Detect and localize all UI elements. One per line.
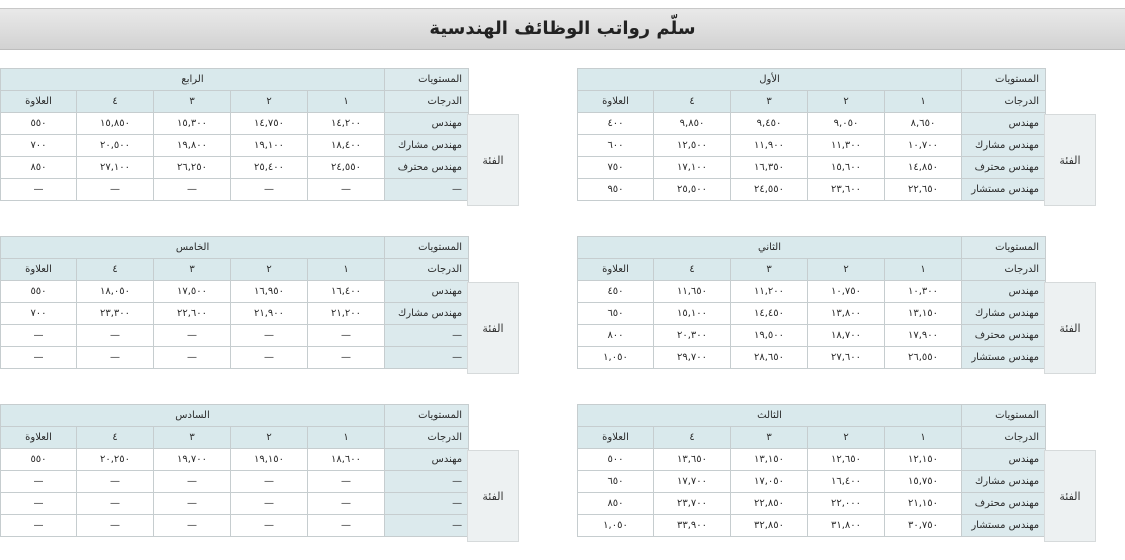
grade-header: ٢ — [231, 259, 308, 281]
category-name: — — [385, 325, 469, 347]
grades-label: الدرجات — [385, 259, 469, 281]
allowance-value: ٤٠٠ — [578, 113, 654, 135]
salary-value: ٢٣,٣٠٠ — [77, 303, 154, 325]
salary-value: ١٨,٤٠٠ — [308, 135, 385, 157]
allowance-value: — — [1, 471, 77, 493]
salary-value: ٢٣,٧٠٠ — [654, 493, 731, 515]
grade-header: ٣ — [154, 91, 231, 113]
category-name: — — [385, 347, 469, 369]
level-name: الثالث — [578, 405, 962, 427]
salary-value: ١٧,٠٥٠ — [731, 471, 808, 493]
allowance-value: ٦٥٠ — [578, 303, 654, 325]
salary-value: ١٠,٧٠٠ — [885, 135, 962, 157]
level-name: الخامس — [1, 237, 385, 259]
salary-value: — — [77, 493, 154, 515]
category-name: مهندس — [385, 449, 469, 471]
table-row — [1, 157, 469, 179]
table-row — [1, 347, 469, 369]
levels-label: المستويات — [385, 69, 469, 91]
table-row — [1, 135, 469, 157]
table-row — [1, 449, 469, 471]
grade-header: ٢ — [808, 259, 885, 281]
grade-header: ٤ — [77, 427, 154, 449]
allowance-value: ٨٥٠ — [1, 157, 77, 179]
category-name: مهندس — [962, 113, 1046, 135]
salary-value: ١٣,١٥٠ — [731, 449, 808, 471]
salary-value: — — [154, 493, 231, 515]
salary-value: ٢١,٢٠٠ — [308, 303, 385, 325]
salary-value: ١٦,٤٠٠ — [308, 281, 385, 303]
salary-value: ٢٨,٦٥٠ — [731, 347, 808, 369]
table-row — [578, 449, 1046, 471]
salary-table — [577, 68, 1046, 201]
salary-value: ٩,٠٥٠ — [808, 113, 885, 135]
allowance-value: ٤٥٠ — [578, 281, 654, 303]
salary-value: ٢٥,٤٠٠ — [231, 157, 308, 179]
allowance-value: ٦٥٠ — [578, 471, 654, 493]
salary-value: — — [231, 493, 308, 515]
salary-value: — — [308, 347, 385, 369]
allowance-header: العلاوة — [1, 427, 77, 449]
grade-header: ٤ — [77, 259, 154, 281]
grades-label: الدرجات — [962, 427, 1046, 449]
grade-header: ١ — [885, 427, 962, 449]
table-row — [1, 493, 469, 515]
table-row — [578, 281, 1046, 303]
table-row — [578, 113, 1046, 135]
table-row — [578, 135, 1046, 157]
category-side-label: الفئة — [467, 114, 519, 206]
grade-header: ٢ — [808, 427, 885, 449]
salary-value: ١٩,٧٠٠ — [154, 449, 231, 471]
table-row — [578, 347, 1046, 369]
allowance-value: — — [1, 179, 77, 201]
salary-value: — — [154, 515, 231, 537]
grade-header: ٤ — [77, 91, 154, 113]
salary-value: ١٥,٨٥٠ — [77, 113, 154, 135]
allowance-value: ٧٠٠ — [1, 135, 77, 157]
salary-value: ٢٧,٦٠٠ — [808, 347, 885, 369]
salary-value: — — [77, 325, 154, 347]
grades-label: الدرجات — [385, 91, 469, 113]
salary-value: ١٥,٧٥٠ — [885, 471, 962, 493]
salary-table — [0, 236, 469, 369]
allowance-value: — — [1, 493, 77, 515]
category-name: — — [385, 471, 469, 493]
allowance-header: العلاوة — [578, 91, 654, 113]
salary-value: — — [231, 325, 308, 347]
salary-value: ١٩,٨٠٠ — [154, 135, 231, 157]
salary-value: — — [308, 515, 385, 537]
salary-value: ١٨,٧٠٠ — [808, 325, 885, 347]
allowance-header: العلاوة — [578, 427, 654, 449]
table-row — [1, 515, 469, 537]
salary-value: ٣٣,٩٠٠ — [654, 515, 731, 537]
allowance-value: — — [1, 325, 77, 347]
allowance-value: ٧٠٠ — [1, 303, 77, 325]
level-name: الرابع — [1, 69, 385, 91]
salary-value: — — [154, 347, 231, 369]
allowance-value: ٥٠٠ — [578, 449, 654, 471]
salary-value: — — [231, 515, 308, 537]
allowance-value: ٥٥٠ — [1, 449, 77, 471]
levels-label: المستويات — [385, 405, 469, 427]
salary-value: ١٩,١٥٠ — [231, 449, 308, 471]
page-title: سلّم رواتب الوظائف الهندسية — [429, 18, 696, 39]
salary-value: ١٥,٣٠٠ — [154, 113, 231, 135]
salary-value: ٢٠,٥٠٠ — [77, 135, 154, 157]
salary-value: ١١,٦٥٠ — [654, 281, 731, 303]
allowance-header: العلاوة — [578, 259, 654, 281]
salary-value: — — [308, 179, 385, 201]
salary-table — [577, 236, 1046, 369]
salary-value: ٢٣,٦٠٠ — [808, 179, 885, 201]
salary-value: — — [154, 179, 231, 201]
salary-value: ١٢,١٥٠ — [885, 449, 962, 471]
table-row — [1, 113, 469, 135]
salary-value: ١٧,٧٠٠ — [654, 471, 731, 493]
salary-value: ٢١,١٥٠ — [885, 493, 962, 515]
salary-value: — — [154, 325, 231, 347]
salary-value: ١٨,٠٥٠ — [77, 281, 154, 303]
salary-value: ١٣,٦٥٠ — [654, 449, 731, 471]
category-name: مهندس محترف — [962, 493, 1046, 515]
salary-value: ٢٧,١٠٠ — [77, 157, 154, 179]
table-row — [578, 303, 1046, 325]
salary-value: ١٥,١٠٠ — [654, 303, 731, 325]
table-row — [1, 281, 469, 303]
salary-table — [577, 404, 1046, 537]
allowance-value: — — [1, 347, 77, 369]
salary-value: ١٥,٦٠٠ — [808, 157, 885, 179]
salary-value: ٨,٦٥٠ — [885, 113, 962, 135]
salary-value: ١٤,٧٥٠ — [231, 113, 308, 135]
grade-header: ٣ — [731, 259, 808, 281]
salary-value: ١١,٣٠٠ — [808, 135, 885, 157]
salary-value: ٢٦,٥٥٠ — [885, 347, 962, 369]
grade-header: ٣ — [154, 259, 231, 281]
level-name: الأول — [578, 69, 962, 91]
category-name: — — [385, 515, 469, 537]
grade-header: ١ — [885, 259, 962, 281]
grade-header: ٢ — [231, 91, 308, 113]
grades-label: الدرجات — [962, 91, 1046, 113]
salary-value: ٣٢,٨٥٠ — [731, 515, 808, 537]
salary-value: — — [308, 493, 385, 515]
allowance-value: ٥٥٠ — [1, 113, 77, 135]
category-name: مهندس — [385, 281, 469, 303]
salary-value: ١٤,٤٥٠ — [731, 303, 808, 325]
grade-header: ٤ — [654, 91, 731, 113]
allowance-header: العلاوة — [1, 91, 77, 113]
salary-value: — — [77, 471, 154, 493]
allowance-value: ٧٥٠ — [578, 157, 654, 179]
salary-value: ٢٢,٨٥٠ — [731, 493, 808, 515]
category-name: مهندس — [385, 113, 469, 135]
allowance-value: ٨٠٠ — [578, 325, 654, 347]
category-side-label: الفئة — [467, 282, 519, 374]
grade-header: ٣ — [154, 427, 231, 449]
category-name: مهندس — [962, 449, 1046, 471]
salary-value: ٢٥,٥٠٠ — [654, 179, 731, 201]
salary-value: ١٢,٦٥٠ — [808, 449, 885, 471]
category-name: مهندس محترف — [385, 157, 469, 179]
salary-value: ٣٠,٧٥٠ — [885, 515, 962, 537]
category-name: مهندس محترف — [962, 157, 1046, 179]
table-row — [578, 179, 1046, 201]
allowance-value: — — [1, 515, 77, 537]
levels-label: المستويات — [962, 405, 1046, 427]
level-name: الثاني — [578, 237, 962, 259]
grades-label: الدرجات — [962, 259, 1046, 281]
grade-header: ٤ — [654, 259, 731, 281]
category-name: مهندس مشارك — [385, 135, 469, 157]
salary-value: ٢٦,٢٥٠ — [154, 157, 231, 179]
salary-value: ٢٤,٥٥٠ — [308, 157, 385, 179]
salary-value: ١٤,٨٥٠ — [885, 157, 962, 179]
allowance-value: ٨٥٠ — [578, 493, 654, 515]
grade-header: ٢ — [808, 91, 885, 113]
salary-value: ٢١,٩٠٠ — [231, 303, 308, 325]
salary-value: — — [231, 347, 308, 369]
salary-value: ١٩,٥٠٠ — [731, 325, 808, 347]
salary-value: ١٢,٥٠٠ — [654, 135, 731, 157]
grade-header: ٣ — [731, 91, 808, 113]
allowance-value: ٦٠٠ — [578, 135, 654, 157]
allowance-value: ٥٥٠ — [1, 281, 77, 303]
table-row — [1, 471, 469, 493]
salary-value: ١٠,٧٥٠ — [808, 281, 885, 303]
table-row — [1, 303, 469, 325]
salary-value: ١٤,٢٠٠ — [308, 113, 385, 135]
salary-value: ١٧,٥٠٠ — [154, 281, 231, 303]
category-name: مهندس مشارك — [962, 135, 1046, 157]
salary-value: ٢٢,٦٠٠ — [154, 303, 231, 325]
salary-value: ٩,٨٥٠ — [654, 113, 731, 135]
grade-header: ١ — [308, 91, 385, 113]
salary-value: — — [231, 471, 308, 493]
salary-value: ٢٠,٢٥٠ — [77, 449, 154, 471]
salary-value: — — [308, 325, 385, 347]
table-row — [1, 179, 469, 201]
table-row — [578, 493, 1046, 515]
levels-label: المستويات — [962, 237, 1046, 259]
grade-header: ٣ — [731, 427, 808, 449]
levels-label: المستويات — [385, 237, 469, 259]
salary-value: — — [231, 179, 308, 201]
salary-value: ١٩,١٠٠ — [231, 135, 308, 157]
salary-value: ٣١,٨٠٠ — [808, 515, 885, 537]
category-name: مهندس مشارك — [962, 303, 1046, 325]
salary-value: — — [77, 347, 154, 369]
salary-value: ١٧,١٠٠ — [654, 157, 731, 179]
category-name: مهندس مستشار — [962, 347, 1046, 369]
salary-value: ١٠,٣٠٠ — [885, 281, 962, 303]
category-name: مهندس مشارك — [385, 303, 469, 325]
category-side-label: الفئة — [1044, 282, 1096, 374]
grade-header: ١ — [885, 91, 962, 113]
salary-table — [0, 68, 469, 201]
category-name: مهندس — [962, 281, 1046, 303]
table-row — [578, 471, 1046, 493]
category-name: مهندس مشارك — [962, 471, 1046, 493]
salary-value: ١٦,٤٠٠ — [808, 471, 885, 493]
grade-header: ١ — [308, 259, 385, 281]
salary-value: ٩,٤٥٠ — [731, 113, 808, 135]
grades-label: الدرجات — [385, 427, 469, 449]
allowance-value: ٩٥٠ — [578, 179, 654, 201]
salary-value: — — [308, 471, 385, 493]
salary-table — [0, 404, 469, 537]
salary-value: ٢٩,٧٠٠ — [654, 347, 731, 369]
salary-value: ١٣,١٥٠ — [885, 303, 962, 325]
title-bar — [0, 8, 1125, 50]
salary-value: ١٧,٩٠٠ — [885, 325, 962, 347]
salary-value: ١٣,٨٠٠ — [808, 303, 885, 325]
grade-header: ٤ — [654, 427, 731, 449]
salary-value: ١٦,٩٥٠ — [231, 281, 308, 303]
table-row — [578, 515, 1046, 537]
category-name: مهندس مستشار — [962, 179, 1046, 201]
salary-value: — — [77, 179, 154, 201]
grade-header: ٢ — [231, 427, 308, 449]
allowance-header: العلاوة — [1, 259, 77, 281]
level-name: السادس — [1, 405, 385, 427]
table-row — [578, 157, 1046, 179]
table-row — [578, 325, 1046, 347]
category-side-label: الفئة — [1044, 114, 1096, 206]
allowance-value: ١,٠٥٠ — [578, 515, 654, 537]
salary-value: ٢٠,٣٠٠ — [654, 325, 731, 347]
category-side-label: الفئة — [467, 450, 519, 542]
salary-value: ٢٤,٥٥٠ — [731, 179, 808, 201]
table-row — [1, 325, 469, 347]
salary-value: — — [77, 515, 154, 537]
salary-value: ٢٢,٦٥٠ — [885, 179, 962, 201]
salary-value: ٢٢,٠٠٠ — [808, 493, 885, 515]
category-side-label: الفئة — [1044, 450, 1096, 542]
salary-value: ١٨,٦٠٠ — [308, 449, 385, 471]
salary-value: ١٦,٣٥٠ — [731, 157, 808, 179]
category-name: — — [385, 179, 469, 201]
salary-value: ١١,٢٠٠ — [731, 281, 808, 303]
category-name: مهندس مستشار — [962, 515, 1046, 537]
category-name: مهندس محترف — [962, 325, 1046, 347]
category-name: — — [385, 493, 469, 515]
grade-header: ١ — [308, 427, 385, 449]
levels-label: المستويات — [962, 69, 1046, 91]
salary-value: ١١,٩٠٠ — [731, 135, 808, 157]
salary-value: — — [154, 471, 231, 493]
allowance-value: ١,٠٥٠ — [578, 347, 654, 369]
